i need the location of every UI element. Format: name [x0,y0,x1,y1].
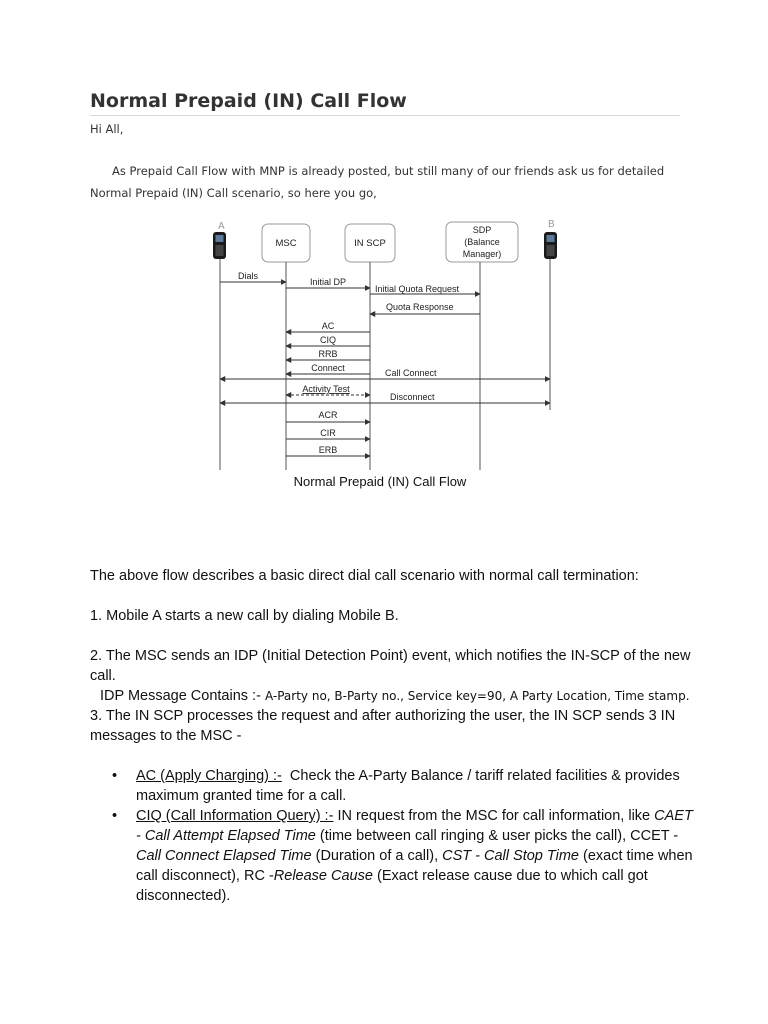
mobile-a-icon [213,232,226,259]
msg-acr: ACR [318,410,338,420]
msg-initial-quota-request: Initial Quota Request [375,284,460,294]
inscp-label: IN SCP [354,238,386,249]
desc-ciq-1: IN request from the MSC for call information, like [337,808,651,824]
msg-ac: AC [321,321,335,331]
intro-paragraph [90,160,690,204]
mobile-b-icon [544,232,557,259]
list-item-ciq [136,806,700,906]
step-2: 2. The MSC sends an IDP (Initial Detection Point) event, which notifies the IN-SCP of the new call. [90,648,691,684]
desc-ciq-cst: CST - Call Stop Time [442,848,579,864]
desc-ciq-2: (time between call ringing & user picks the call), CCET - [319,828,679,844]
msg-cir: CIR [320,428,336,438]
sdp-label-2: (Balance [464,237,500,247]
sdp-label-1: SDP [472,225,492,235]
intro-text: As Prepaid Call Flow with MNP is already posted, but still many of our friends ask us for detailed Normal Prepaid (IN) Call scenario, so here you go, [90,164,665,200]
in-messages-list [90,766,700,906]
term-ciq: CIQ (Call Information Query) :- [136,808,334,824]
desc-ciq-rc: Release Cause [273,868,373,884]
paragraph-summary: The above flow describes a basic direct dial call scenario with normal call termination: [90,568,639,584]
step-1: 1. Mobile A starts a new call by dialing Mobile B. [90,608,399,624]
label-b: B [548,219,555,230]
call-flow-diagram [190,215,570,495]
msg-dials: Dials [238,271,259,281]
term-ac: AC (Apply Charging) :- [136,768,282,784]
msg-quota-response: Quota Response [386,302,454,312]
article-body [90,566,700,906]
msg-disconnect: Disconnect [390,392,435,402]
msg-activity-test: Activity Test [302,384,350,394]
desc-ciq-5: (Exact release cause due to which call got disconnected). [136,868,648,904]
desc-ciq-3: (Duration of a call), [315,848,439,864]
greeting: Hi All, [90,122,124,136]
msg-ciq: CIQ [319,335,337,345]
page-title: Normal Prepaid (IN) Call Flow [90,90,407,112]
desc-ciq-ccet: Call Connect Elapsed Time [136,848,312,864]
msg-call-connect: Call Connect [385,368,437,378]
step-3: 3. The IN SCP processes the request and after authorizing the user, the IN SCP sends 3 IN messages to the MSC - [90,708,676,744]
title-divider [90,115,680,116]
sdp-label-3: Manager) [462,249,502,259]
desc-ciq-caet: CAET - Call Attempt Elapsed Time [136,808,693,844]
idp-value: A-Party no, B-Party no., Service key=90, A Party Location, Time stamp. [264,689,690,703]
desc-ac: Check the A-Party Balance / tariff related facilities & provides maximum granted time for a call. [136,768,680,804]
desc-ciq-4: (exact time when call disconnect), RC - [136,848,693,884]
list-item-ac [136,766,700,806]
diagram-caption: Normal Prepaid (IN) Call Flow [293,474,467,489]
idp-contents [90,686,700,706]
msg-connect: Connect [311,363,345,373]
label-a: A [218,221,225,232]
msg-initial-dp: Initial DP [310,277,347,287]
idp-label: IDP Message Contains :- [100,688,261,704]
msg-rrb: RRB [318,349,338,359]
msc-label: MSC [275,238,297,249]
msg-erb: ERB [318,445,338,455]
